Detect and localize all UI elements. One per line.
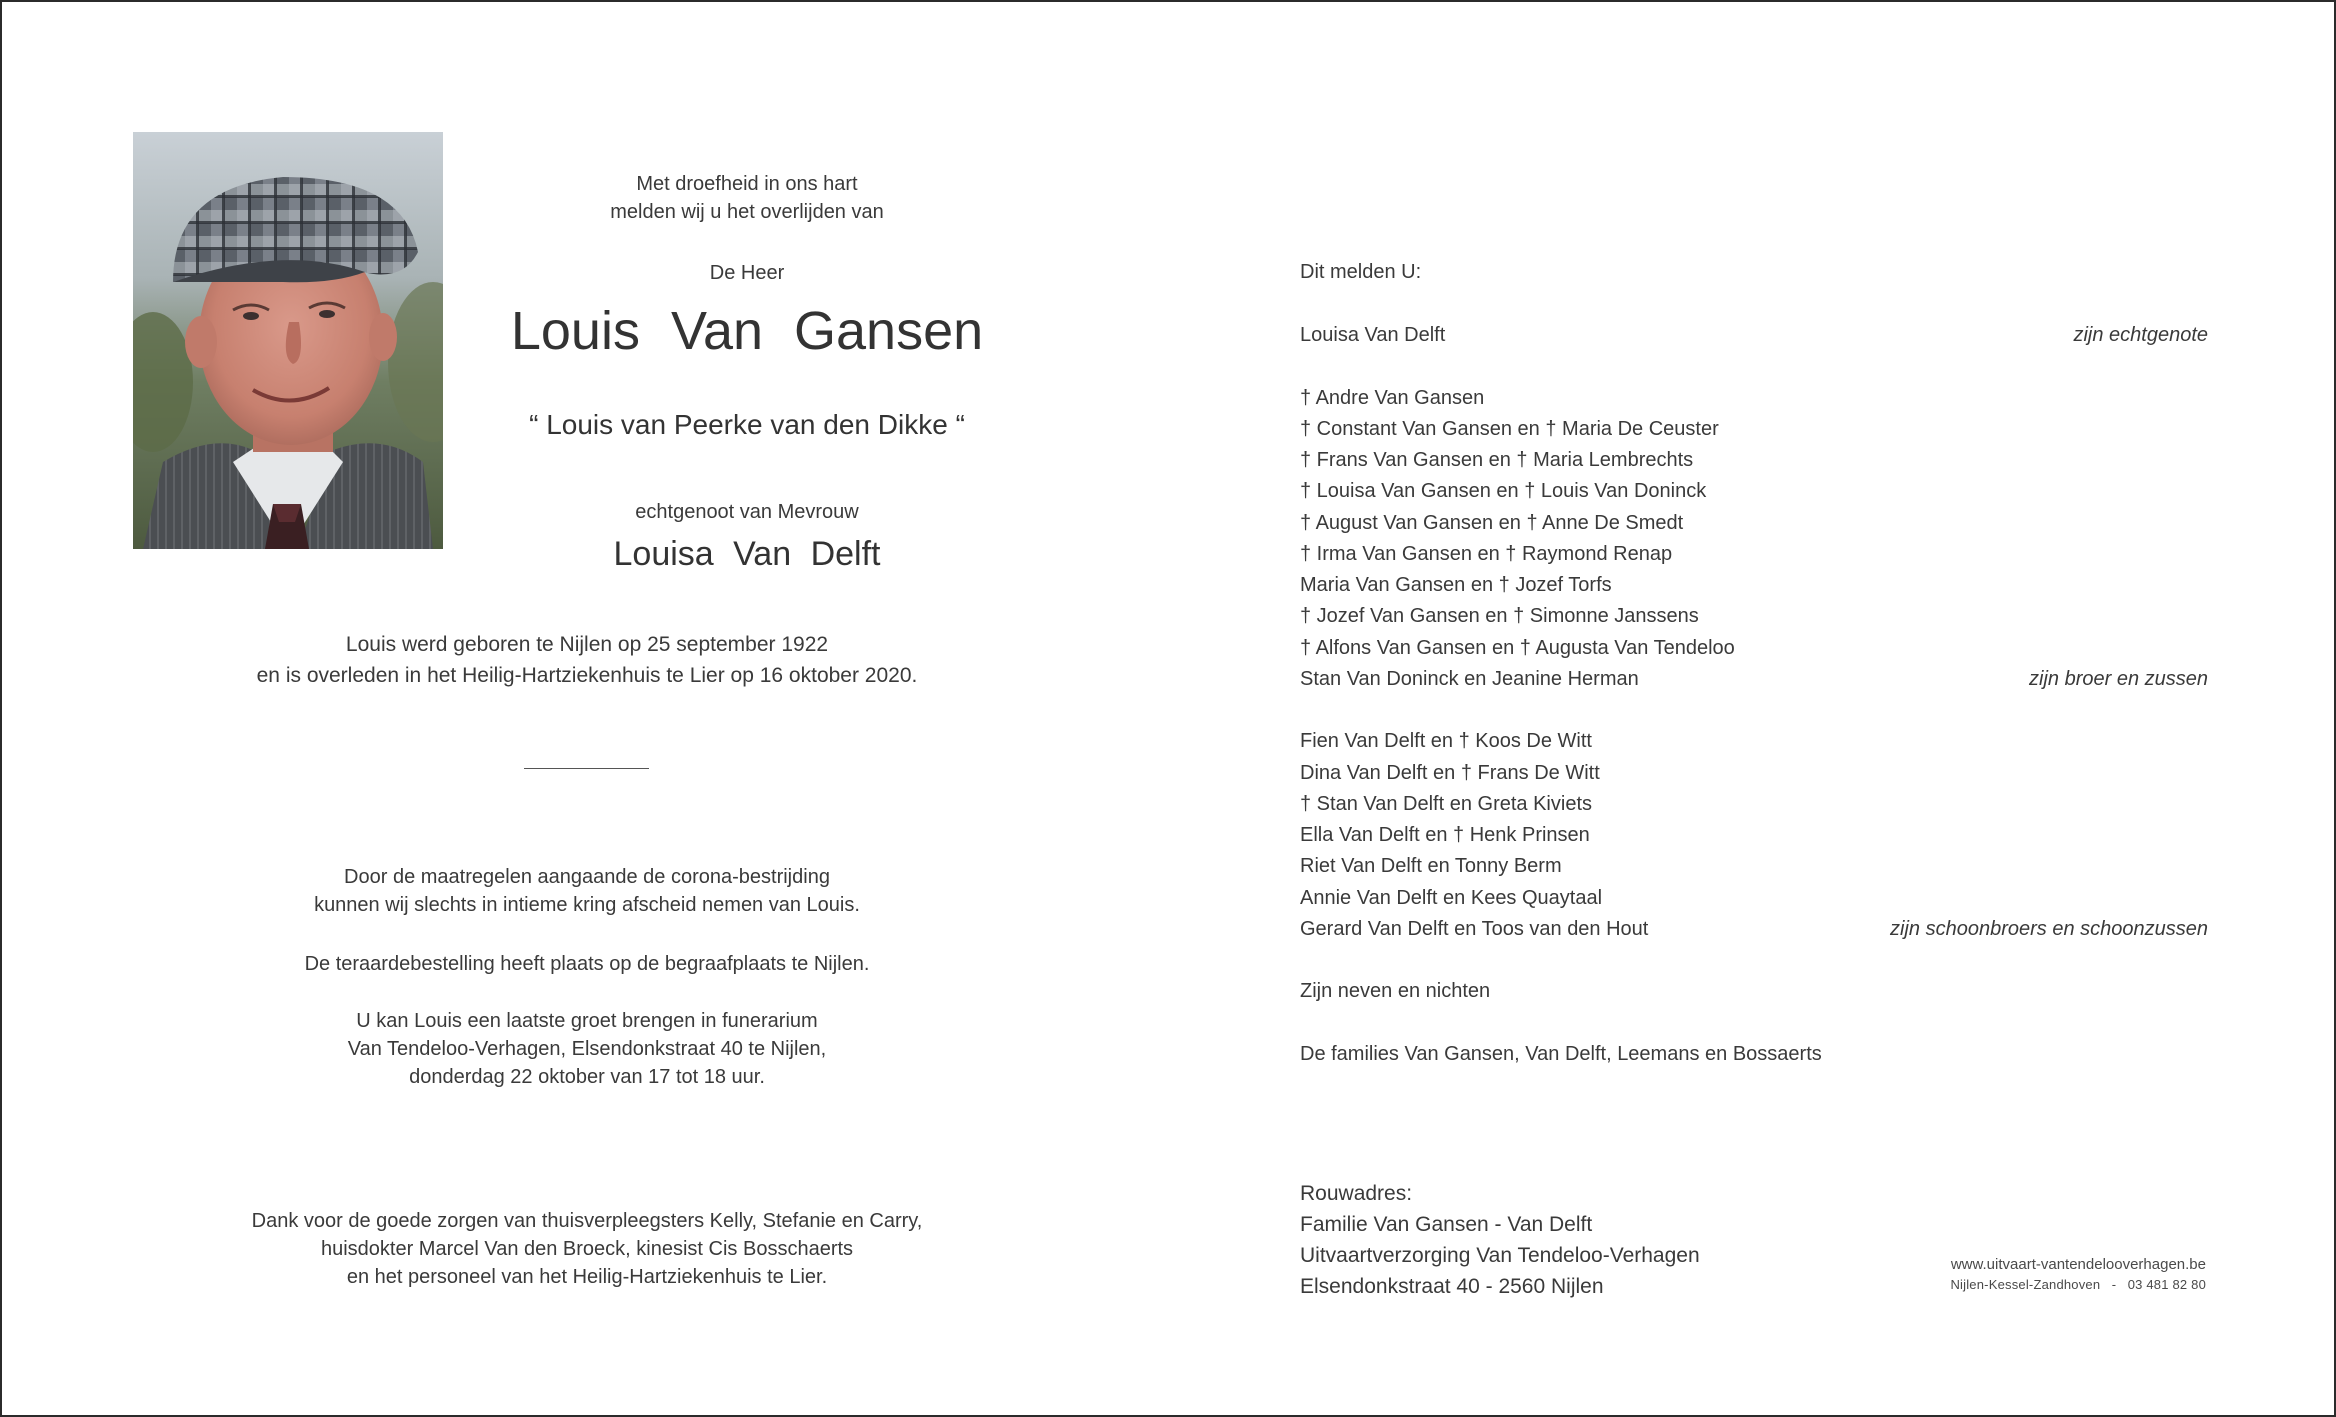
relative-row [1300, 383, 2208, 414]
address-line: Elsendonkstraat 40 - 2560 Nijlen [1300, 1275, 1604, 1298]
honorific: De Heer [709, 262, 785, 284]
covid-line: kunnen wij slechts in intieme kring afscheid nemen van Louis. [314, 894, 860, 916]
intro-line: Met droefheid in ons hart [636, 173, 858, 195]
thanks-line: Dank voor de goede zorgen van thuisverpleegsters Kelly, Stefanie en Carry, [251, 1210, 923, 1232]
visit-line: donderdag 22 oktober van 17 tot 18 uur. [409, 1066, 765, 1088]
intro-line: melden wij u het overlijden van [610, 201, 884, 223]
relation-label: zijn broer en zussen [2029, 667, 2208, 690]
relation-label: zijn echtgenote [2073, 324, 2208, 346]
deceased-nickname: “ Louis van Peerke van den Dikke “ [529, 409, 965, 440]
locations-phone: Nijlen-Kessel-Zandhoven - 03 481 82 80 [1950, 1277, 2206, 1292]
relative-name: Zijn neven en nichten [1300, 980, 1491, 1003]
relative-name: † Constant Van Gansen en † Maria De Ceuster [1300, 417, 1719, 440]
relative-row [1300, 570, 2208, 601]
funeral-home-footer [1942, 1255, 2206, 1295]
relative-row [1300, 1039, 2208, 1070]
relative-row [1300, 633, 2208, 664]
relative-name: † Andre Van Gansen [1300, 386, 1485, 409]
relative-row [1300, 476, 2208, 507]
intro-text [512, 170, 982, 226]
thanks-line: en het personeel van het Heilig-Hartziekenhuis te Lier. [346, 1266, 828, 1288]
relative-name: Louisa Van Delft [1300, 324, 1446, 346]
relative-name: Ella Van Delft en † Henk Prinsen [1300, 824, 1590, 846]
life-details [182, 629, 992, 691]
mourning-address [1300, 1178, 1700, 1302]
spouse-intro: echtgenoot van Mevrouw [635, 501, 859, 523]
relative-name: De families Van Gansen, Van Delft, Leemans en Bossaerts [1300, 1042, 1822, 1065]
birth-line: Louis werd geboren te Nijlen op 25 september 1922 [345, 633, 829, 656]
relative-row [1300, 851, 2208, 882]
relative-name: Maria Van Gansen en † Jozef Torfs [1300, 574, 1612, 596]
relative-name: Dina Van Delft en † Frans De Witt [1300, 761, 1600, 784]
relative-row [1300, 539, 2208, 570]
relative-name: Stan Van Doninck en Jeanine Herman [1300, 667, 1639, 690]
relative-row [1300, 914, 2208, 945]
relative-name: Riet Van Delft en Tonny Berm [1300, 855, 1562, 878]
address-line: Familie Van Gansen - Van Delft [1300, 1213, 1593, 1236]
address-heading: Rouwadres: [1300, 1182, 1413, 1205]
covid-line: Door de maatregelen aangaande de corona-bestrijding [344, 866, 830, 888]
relative-name: † August Van Gansen en † Anne De Smedt [1300, 511, 1684, 534]
relative-name: † Jozef Van Gansen en † Simonne Janssens [1300, 605, 1699, 628]
relative-name: † Alfons Van Gansen en † Augusta Van Tendeloo [1300, 636, 1735, 659]
visit-line: Van Tendeloo-Verhagen, Elsendonkstraat 40 te Nijlen, [347, 1038, 827, 1060]
relation-label: zijn schoonbroers en schoonzussen [1890, 917, 2208, 940]
relative-name: † Frans Van Gansen en † Maria Lembrechts [1300, 449, 1694, 471]
relative-row [1300, 820, 2208, 851]
burial-notice: De teraardebestelling heeft plaats op de begraafplaats te Nijlen. [304, 953, 870, 975]
deceased-name: Louis Van Gansen [510, 301, 984, 361]
relative-name: † Stan Van Delft en Greta Kiviets [1300, 792, 1593, 815]
relative-row [1300, 758, 2208, 789]
relative-row [1300, 445, 2208, 476]
covid-notice [202, 863, 972, 919]
relative-name: Fien Van Delft en † Koos De Witt [1300, 730, 1592, 753]
announce-heading: Dit melden U: [1300, 261, 1422, 283]
relative-row [1300, 414, 2208, 445]
address-line: Uitvaartverzorging Van Tendeloo-Verhagen [1300, 1244, 1700, 1267]
visitation-notice [202, 1007, 972, 1091]
relative-row [1300, 789, 2208, 820]
relative-name: Gerard Van Delft en Toos van den Hout [1300, 917, 1649, 940]
relatives-list [1300, 320, 2208, 1070]
relative-name: Annie Van Delft en Kees Quaytaal [1300, 886, 1603, 909]
visit-line: U kan Louis een laatste groet brengen in funerarium [356, 1010, 818, 1032]
relative-name: † Irma Van Gansen en † Raymond Renap [1300, 542, 1673, 565]
relative-row [1300, 664, 2208, 695]
divider-line [524, 768, 649, 769]
death-line: en is overleden in het Heilig-Hartziekenhuis te Lier op 16 oktober 2020. [256, 664, 918, 687]
relative-row [1300, 976, 2208, 1007]
thanks-notice [182, 1207, 992, 1291]
relative-row [1300, 601, 2208, 632]
portrait-photo [133, 132, 443, 549]
website-text: www.uitvaart-vantendelooverhagen.be [1950, 1256, 2206, 1273]
thanks-line: huisdokter Marcel Van den Broeck, kinesist Cis Bosschaerts [320, 1238, 854, 1260]
relative-row [1300, 508, 2208, 539]
spouse-name: Louisa Van Delft [613, 535, 881, 573]
relative-row [1300, 320, 2208, 351]
relative-row [1300, 726, 2208, 757]
relative-row [1300, 883, 2208, 914]
relative-name: † Louisa Van Gansen en † Louis Van Doninck [1300, 480, 1707, 503]
